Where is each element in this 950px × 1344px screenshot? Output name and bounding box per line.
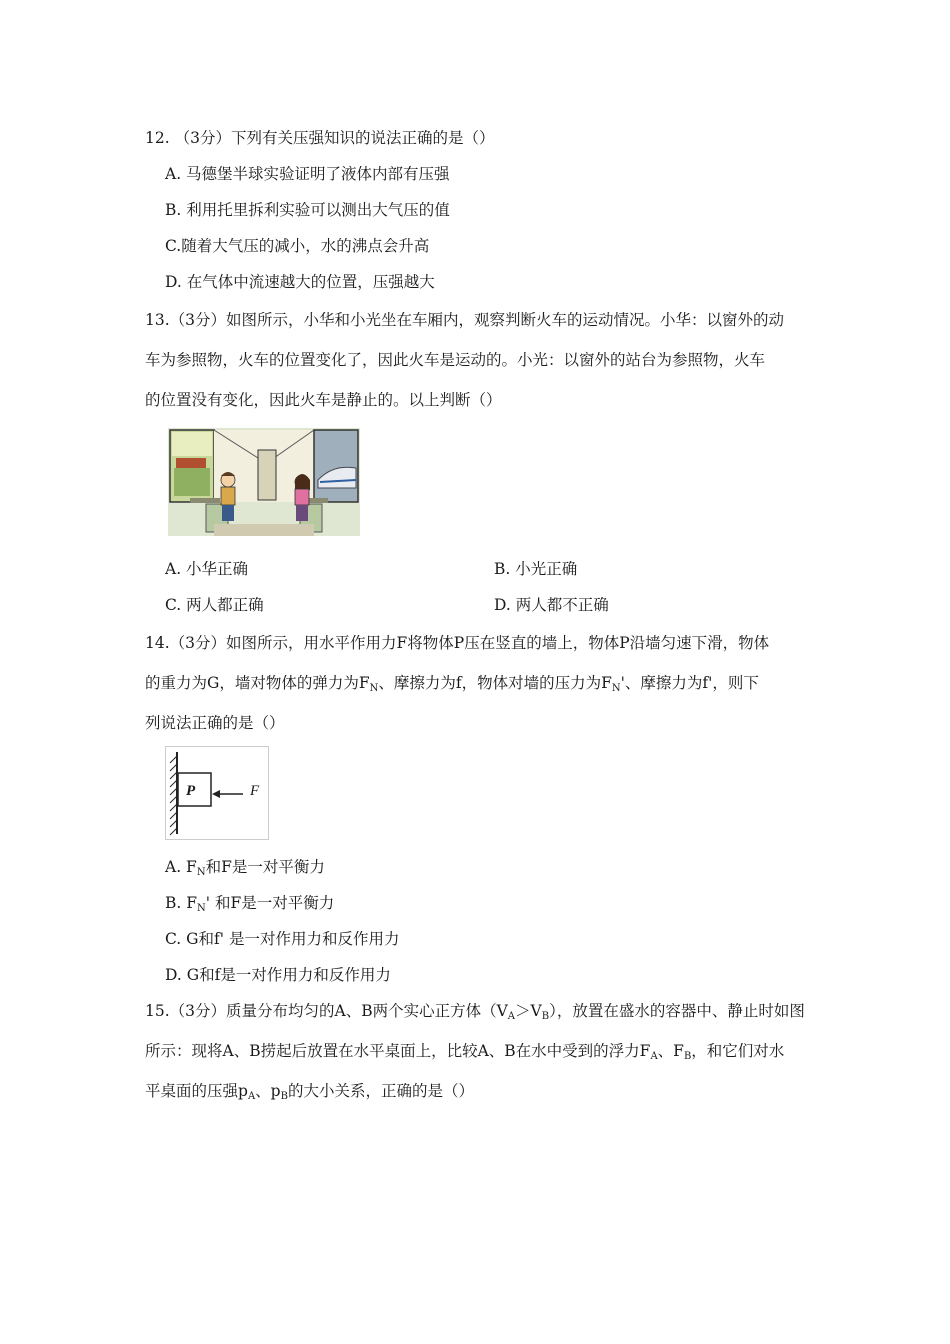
q13-option-b: B. 小光正确 bbox=[494, 560, 578, 578]
q15-line2-part1: 所示：现将A、B捞起后放置在水平桌面上，比较A、B在水中受到的浮力F bbox=[145, 1042, 651, 1060]
q14-optA-part1: A. F bbox=[165, 858, 197, 876]
q12-option-a: A. 马德堡半球实验证明了液体内部有压强 bbox=[165, 165, 450, 183]
q14-stem-line1: 14.（3分）如图所示，用水平作用力F将物体P压在竖直的墙上，物体P沿墙匀速下滑，物体 bbox=[145, 634, 770, 652]
q15-line1-part3: ），放置在盛水的容器中、静止时如图 bbox=[549, 1002, 805, 1020]
q15-line3-part2: 、p bbox=[255, 1082, 281, 1100]
q14-optB-part2: ' 和F是一对平衡力 bbox=[205, 894, 335, 912]
q13-stem-line1: 13.（3分）如图所示，小华和小光坐在车厢内，观察判断火车的运动情况。小华：以窗外的动 bbox=[145, 311, 785, 329]
subscript-a: A bbox=[247, 1091, 256, 1102]
q15-line3-part3: 的大小关系，正确的是（） bbox=[287, 1082, 474, 1100]
q12-stem: 12. （3分）下列有关压强知识的说法正确的是（） bbox=[145, 129, 495, 147]
q15-line2-part3: ，和它们对水 bbox=[691, 1042, 785, 1060]
q12-option-c: C.随着大气压的减小，水的沸点会升高 bbox=[165, 237, 430, 255]
q15-line1-part2: ＞V bbox=[515, 1002, 542, 1020]
subscript-b: B bbox=[683, 1051, 692, 1062]
q14-option-d: D. G和f是一对作用力和反作用力 bbox=[165, 966, 391, 984]
q14-stem-line2 bbox=[145, 673, 759, 699]
subscript-a: A bbox=[650, 1051, 658, 1062]
q15-line1-part1: 15.（3分）质量分布均匀的A、B两个实心正方体（V bbox=[145, 1002, 508, 1020]
block-label: P bbox=[186, 783, 196, 799]
q14-optB-part1: B. F bbox=[165, 894, 197, 912]
subscript-n: N bbox=[611, 683, 621, 694]
q14-line2-part2: 、摩擦力为f，物体对墙的压力为F bbox=[378, 674, 612, 692]
force-label: F bbox=[250, 783, 260, 799]
q14-option-b bbox=[165, 893, 334, 919]
subscript-n: N bbox=[196, 867, 206, 878]
q14-stem-line3: 列说法正确的是（） bbox=[145, 714, 285, 732]
q14-line2-part3: '、摩擦力为f'，则下 bbox=[620, 674, 759, 692]
q12-option-b: B. 利用托里拆利实验可以测出大气压的值 bbox=[165, 201, 450, 219]
subscript-n: N bbox=[369, 683, 379, 694]
subscript-b: B bbox=[280, 1091, 288, 1102]
q14-option-c: C. G和f' 是一对作用力和反作用力 bbox=[165, 930, 400, 948]
subscript-n: N bbox=[197, 903, 206, 914]
corridor-door bbox=[258, 450, 276, 500]
q12-option-d: D. 在气体中流速越大的位置，压强越大 bbox=[165, 273, 435, 291]
q15-stem-line1 bbox=[145, 1001, 805, 1027]
subscript-a: A bbox=[507, 1011, 516, 1022]
q14-optA-part2: 和F是一对平衡力 bbox=[205, 858, 325, 876]
q13-stem-line2: 车为参照物，火车的位置变化了，因此火车是运动的。小光：以窗外的站台为参照物，火车 bbox=[145, 351, 766, 369]
q15-stem-line3 bbox=[145, 1081, 474, 1107]
q13-option-a: A. 小华正确 bbox=[165, 560, 249, 578]
q15-line2-part2: 、F bbox=[657, 1042, 684, 1060]
subscript-b: B bbox=[541, 1011, 550, 1022]
wall-block-force-figure bbox=[165, 746, 269, 840]
train-carriage-figure bbox=[168, 428, 360, 536]
q13-option-c: C. 两人都正确 bbox=[165, 596, 264, 614]
q13-option-d: D. 两人都不正确 bbox=[494, 596, 609, 614]
q15-line3-part1: 平桌面的压强p bbox=[145, 1082, 248, 1100]
q15-stem-line2 bbox=[145, 1041, 784, 1067]
right-window bbox=[314, 430, 358, 502]
q14-option-a bbox=[165, 857, 325, 883]
q13-stem-line3: 的位置没有变化，因此火车是静止的。以上判断（） bbox=[145, 391, 502, 409]
q14-line2-part1: 的重力为G，墙对物体的弹力为F bbox=[145, 674, 370, 692]
